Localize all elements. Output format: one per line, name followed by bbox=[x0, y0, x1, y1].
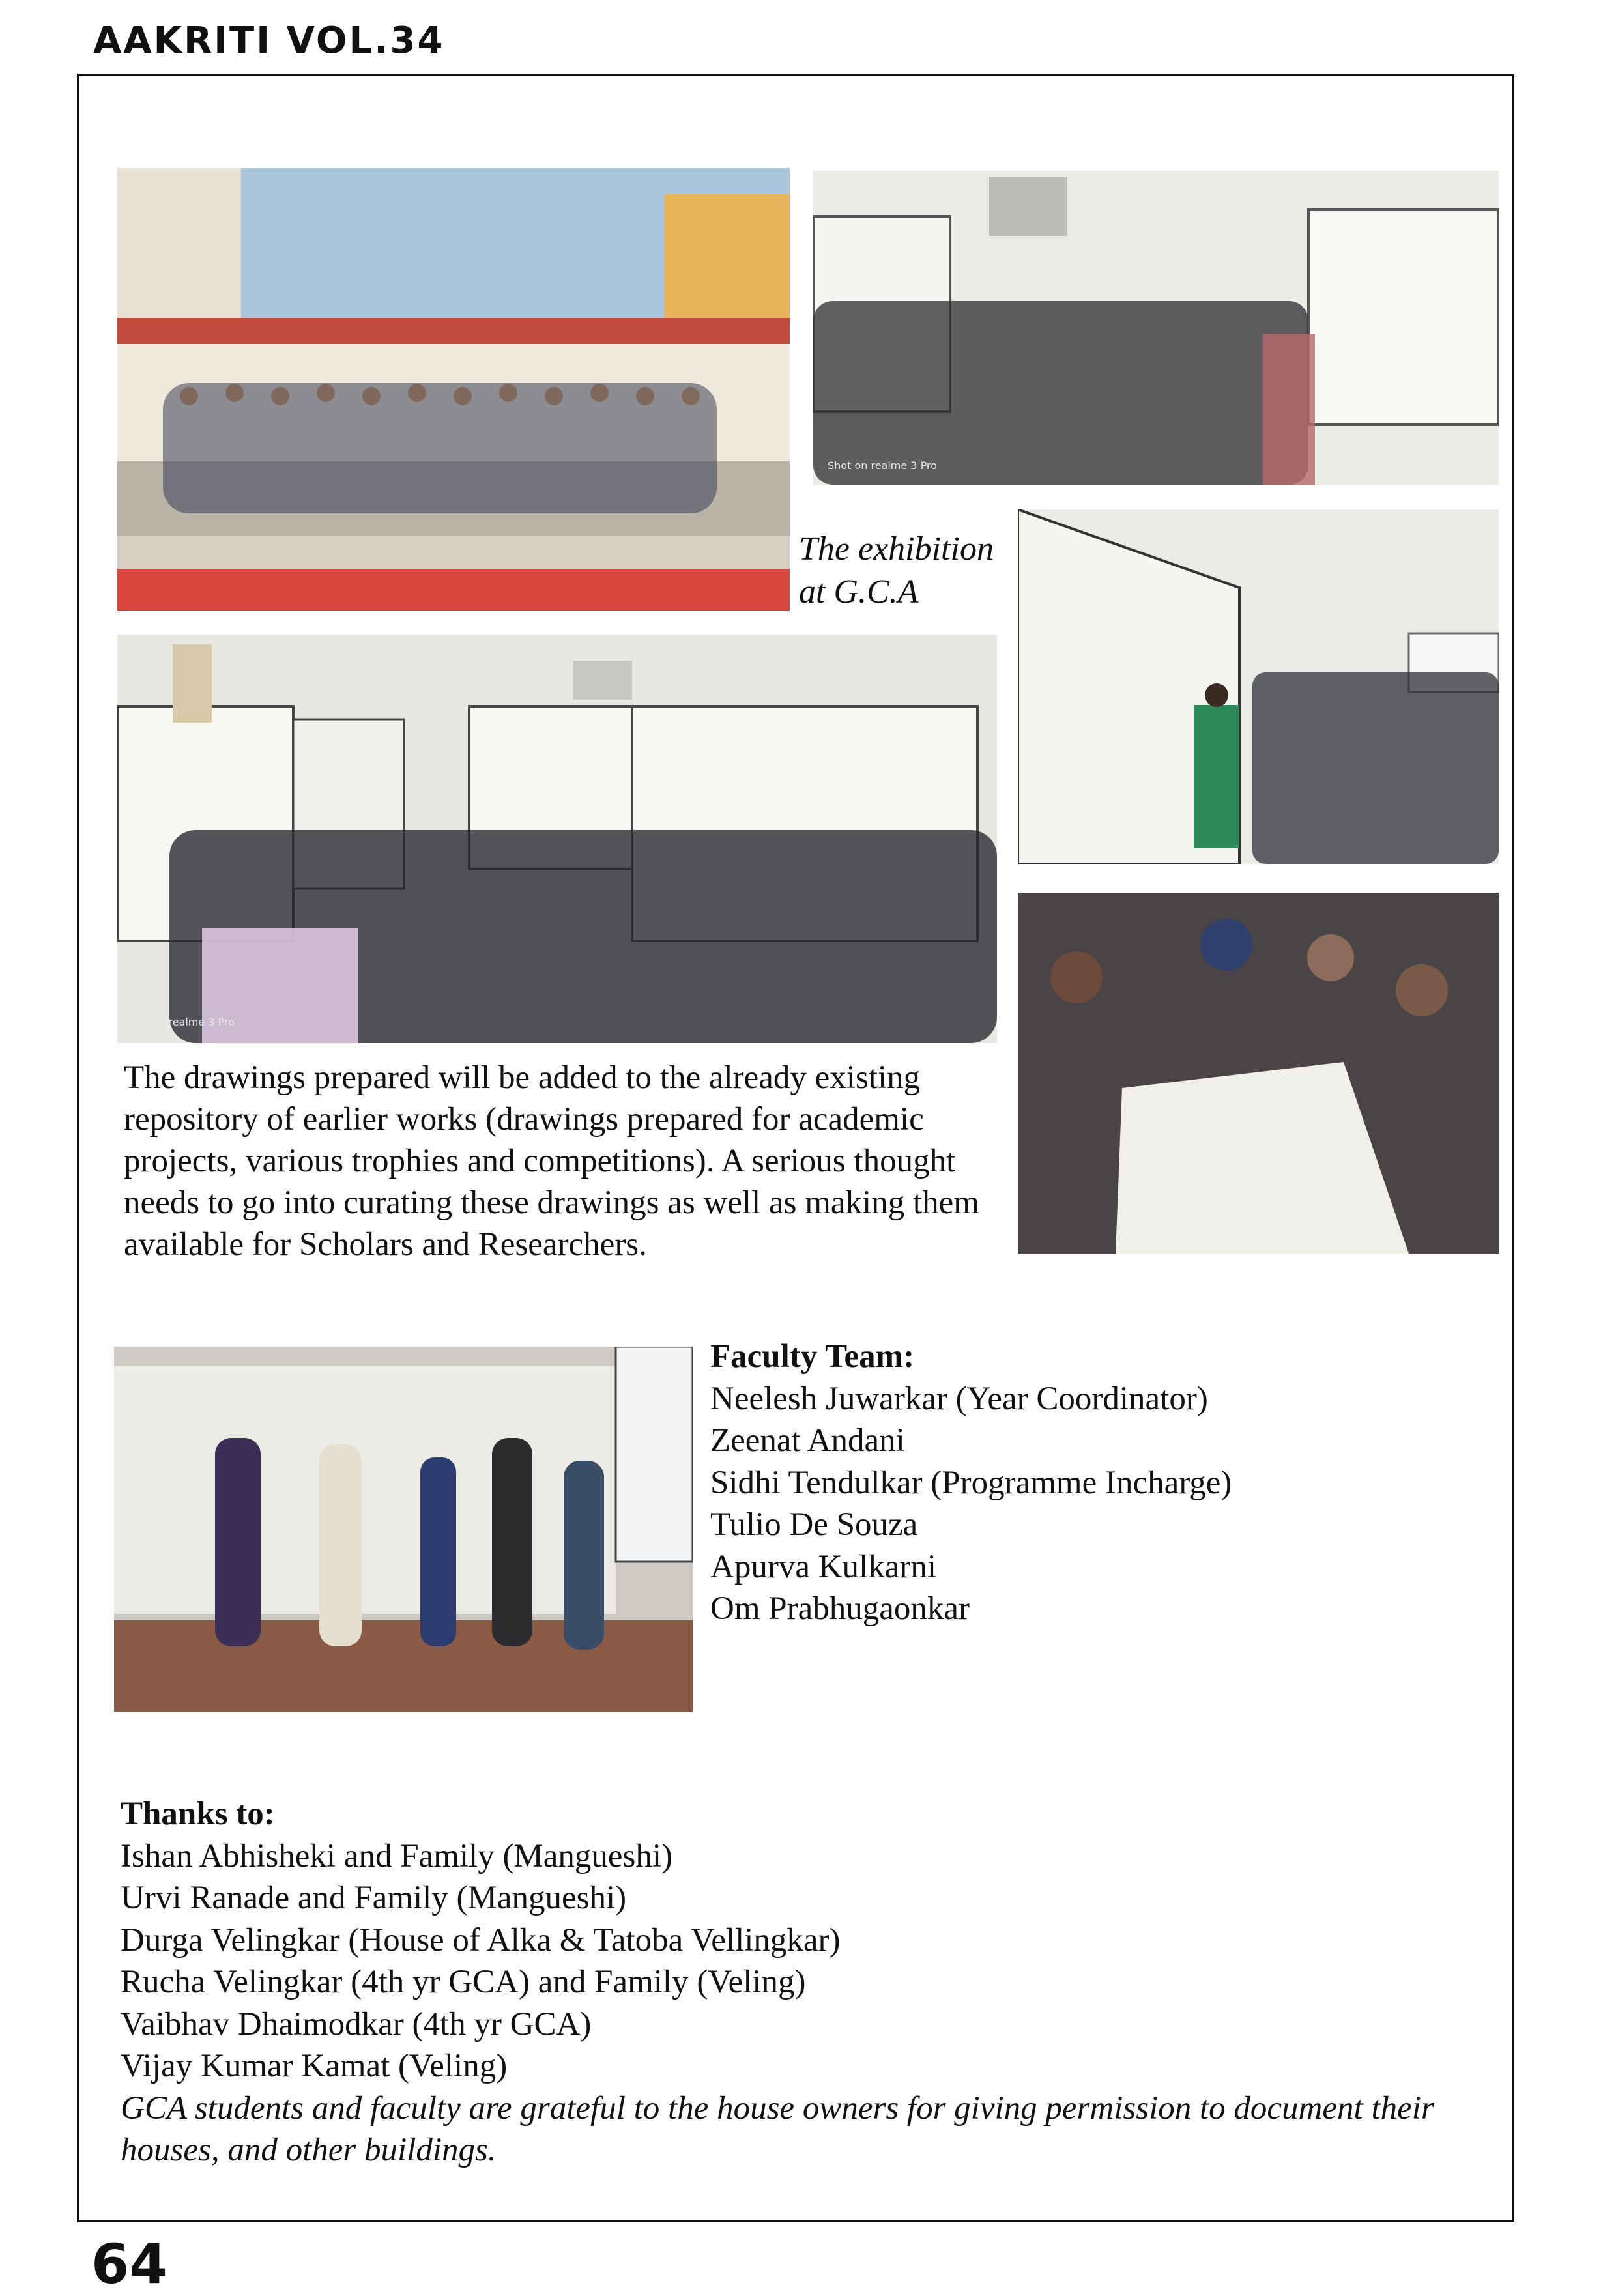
thanks-entry: Vaibhav Dhaimodkar (4th yr GCA) bbox=[121, 2005, 592, 2043]
photo-presentation-room bbox=[1018, 509, 1499, 864]
faculty-team-heading: Faculty Team: bbox=[710, 1338, 915, 1375]
photo-crowd-at-boards bbox=[117, 635, 997, 1043]
caption-line-2: at G.C.A bbox=[799, 573, 919, 610]
faculty-member: Om Prabhugaonkar bbox=[710, 1590, 970, 1627]
faculty-member: Sidhi Tendulkar (Programme Incharge) bbox=[710, 1464, 1232, 1501]
thanks-entry: Rucha Velingkar (4th yr GCA) and Family (Veling) bbox=[121, 1964, 806, 2000]
thanks-note: GCA students and faculty are grateful to the house owners for giving permission to document their houses, and other buildings. bbox=[121, 2089, 1434, 2168]
thanks-entry: Vijay Kumar Kamat (Veling) bbox=[121, 2048, 508, 2084]
faculty-team-list bbox=[710, 1336, 1460, 1630]
magazine-header: AAKRITI VOL.34 bbox=[93, 20, 445, 62]
thanks-section bbox=[121, 1793, 1456, 2172]
thanks-entry: Urvi Ranade and Family (Mangueshi) bbox=[121, 1880, 627, 1916]
thanks-entry: Durga Velingkar (House of Alka & Tatoba Vellingkar) bbox=[121, 1921, 841, 1959]
caption-line-1: The exhibition bbox=[799, 530, 994, 567]
faculty-member: Zeenat Andani bbox=[710, 1422, 905, 1459]
photo-exhibition-viewing bbox=[813, 171, 1499, 485]
photo-caption bbox=[799, 528, 1033, 614]
faculty-member: Apurva Kulkarni bbox=[710, 1548, 936, 1585]
photo-group-on-steps bbox=[117, 168, 790, 611]
photo-faculty-team bbox=[114, 1347, 693, 1712]
photo-students-around-drawings bbox=[1018, 893, 1499, 1254]
photo-watermark: Shot on realme 3 Pro bbox=[828, 459, 937, 472]
faculty-member: Neelesh Juwarkar (Year Coordinator) bbox=[710, 1380, 1208, 1417]
faculty-member: Tulio De Souza bbox=[710, 1506, 918, 1543]
thanks-heading: Thanks to: bbox=[121, 1796, 275, 1832]
thanks-entry: Ishan Abhisheki and Family (Mangueshi) bbox=[121, 1837, 673, 1874]
exhibition-paragraph: The drawings prepared will be added to the already existing repository of earlier works (drawings prepared for academic projects, various trophies and competitions). A serious thought needs to go into curating these drawings as well as making them available for Scholars and Researchers. bbox=[124, 1059, 979, 1263]
photo-watermark-2: Shot on realme 3 Pro bbox=[125, 1016, 235, 1028]
page-number: 64 bbox=[91, 2232, 167, 2296]
